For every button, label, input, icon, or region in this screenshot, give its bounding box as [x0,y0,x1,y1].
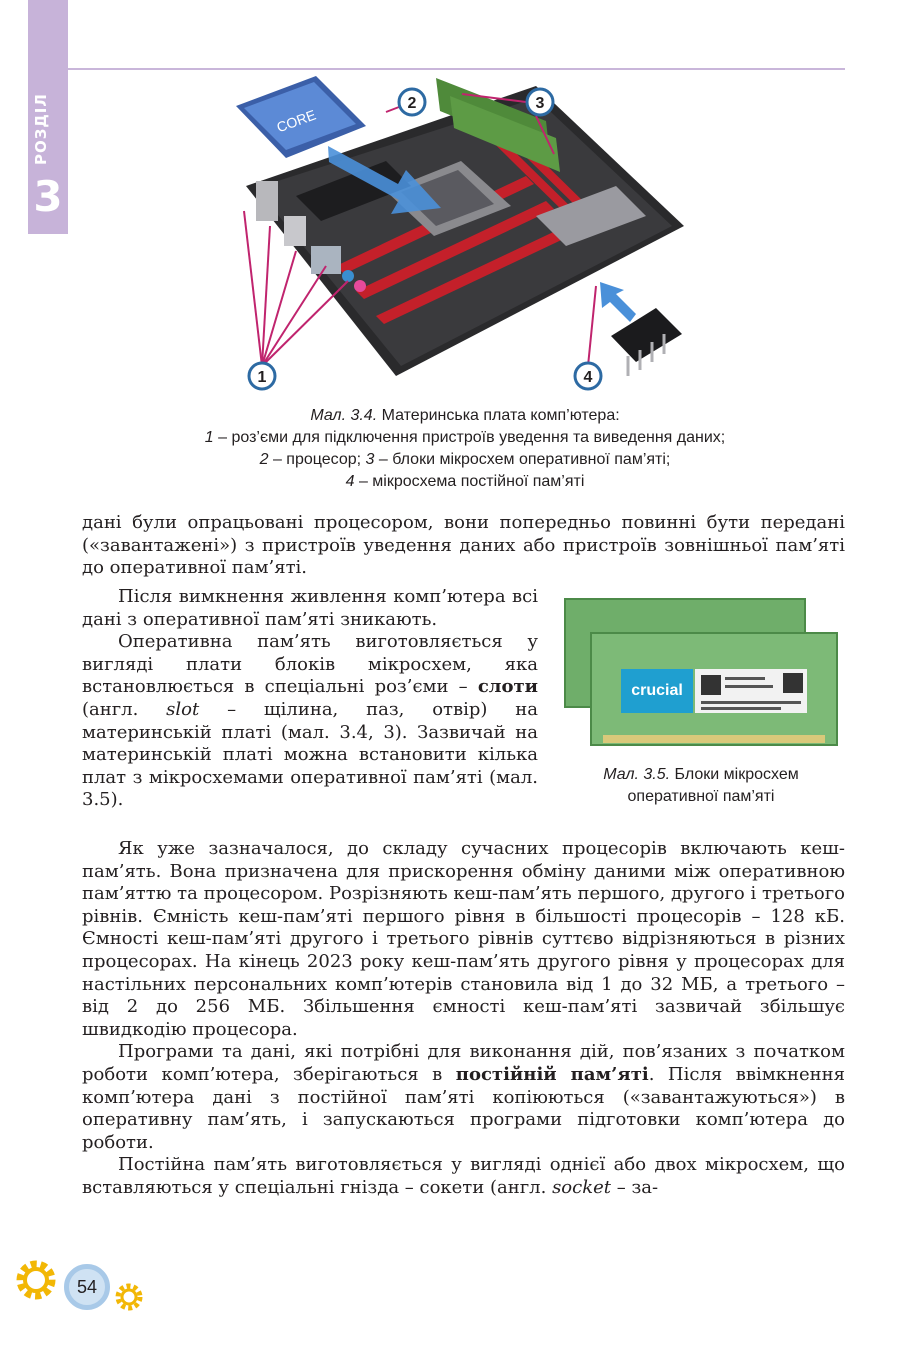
chapter-word: РОЗДІЛ [32,93,50,165]
figure-1-caption [150,405,780,493]
paragraph-1: дані були опрацьовані процесором, вони попередньо повинні бути передані («завантажені») з пристроїв уведення даних або пристроїв зовнішньої пам’яті до оперативної пам’яті. [82,512,845,579]
caption-1-num-2: 2 [259,451,269,468]
p3-term-slots: слоти [477,676,538,698]
p6-term-socket: socket [552,1176,612,1198]
marker-3 [527,89,553,115]
marker-2-label: 2 [407,95,417,112]
caption-1-text-2: – процесор; [268,451,366,468]
p3-part-b: (англ. [82,698,167,720]
chapter-number: 3 [33,172,63,221]
page-number: 54 [64,1264,110,1310]
p3-term-slot: slot [166,698,200,720]
caption-1-num-3: 3 [365,451,375,468]
caption-2-text-1: Блоки мікросхем [670,766,799,783]
paragraph-3 [82,631,538,812]
motherboard-figure [236,76,688,394]
paragraph-2: Після вимкнення живлення комп’ютера всі дані з оперативної пам’яті зникають. [82,586,538,630]
caption-1-label: Мал. 3.4. [310,407,378,424]
header-rule [28,68,845,70]
p3-part-c: – щілина, паз, отвір) на материнській платі (мал. 3.4, 3). Зазвичай на материнській платі можна встановити кілька плат з мікросхемами оперативної пам’яті (мал. 3.5). [82,698,538,811]
ram-modules-figure [563,597,839,748]
rom-arrow [600,282,636,322]
p3-part-a: Оперативна пам’ять виготовляється у вигляді плати блоків мікросхем, яка встановлюється в спеціальні роз’єми – [82,631,538,698]
marker-2 [399,89,425,115]
rom-chip [611,308,682,376]
small-gear-icon [112,1280,146,1314]
text-block-3 [82,838,845,1200]
caption-1-num-1: 1 [204,429,214,446]
marker-4-label: 4 [583,369,593,386]
cpu-label: CORE [274,106,318,136]
caption-1-num-4: 4 [345,473,355,490]
cpu-chip [236,76,366,158]
marker-3-label: 3 [535,95,545,112]
p5-part-a: Програми та дані, які потрібні для виконання дій, пов’язаних з початком роботи комп’ютера, зберігаються в [82,1041,845,1085]
text-block-1 [82,512,845,580]
p5-part-b: . Після ввімкнення комп’ютера дані з постійної пам’яті копіюються («завантажуються») в оперативну пам’ять, і запускаються програми підготовки комп’ютера до роботи. [82,1063,846,1153]
figure-2-caption [576,764,826,808]
gear-icon [12,1256,60,1304]
p6-part-b: – за- [611,1176,659,1198]
marker-1 [249,363,275,389]
marker-4 [575,363,601,389]
ram-brand: crucial [631,682,683,699]
p5-term-rom: постійній пам’яті [455,1063,649,1085]
caption-2-text-2: оперативної пам’яті [627,788,775,805]
caption-1-title: Материнська плата комп’ютера: [377,407,620,424]
caption-1-text-1: – роз’єми для підключення пристроїв уведення та виведення даних; [213,429,726,446]
caption-1-text-3: – блоки мікросхем оперативної пам’яті; [374,451,671,468]
caption-2-label: Мал. 3.5. [603,766,671,783]
paragraph-4: Як уже зазначалося, до складу сучасних процесорів включають кеш-пам’ять. Вона призначена для прискорення обміну даними між оперативною пам’яттю та процесором. Розрізняють кеш-пам’ять першого, другого і третього рівнів. Ємність кеш-пам’яті першого рівня в більшості процесорів – 128 кБ. Ємності кеш-пам’яті другого і третього рівнів суттєво відрізняються в різних процесорах. На кінець 2023 року кеш-пам’ять другого рівня у процесорах для настільних персональних комп’ютерів становила від 1 до 32 МБ, а третього – від 2 до 256 МБ. Збільшення ємності кеш-пам’яті зазвичай збільшує швидкодію процесора. [82,838,845,1040]
paragraph-5 [82,1041,845,1154]
caption-1-text-4: – мікросхема постійної пам’яті [354,473,585,490]
paragraph-6 [82,1154,845,1199]
p6-part-a: Постійна пам’ять виготовляється у вигляді однієї або двох мікросхем, що вставляються у спеціальні гнізда – сокети (англ. [82,1154,845,1198]
text-block-2 [82,586,538,812]
marker-1-label: 1 [257,369,267,386]
